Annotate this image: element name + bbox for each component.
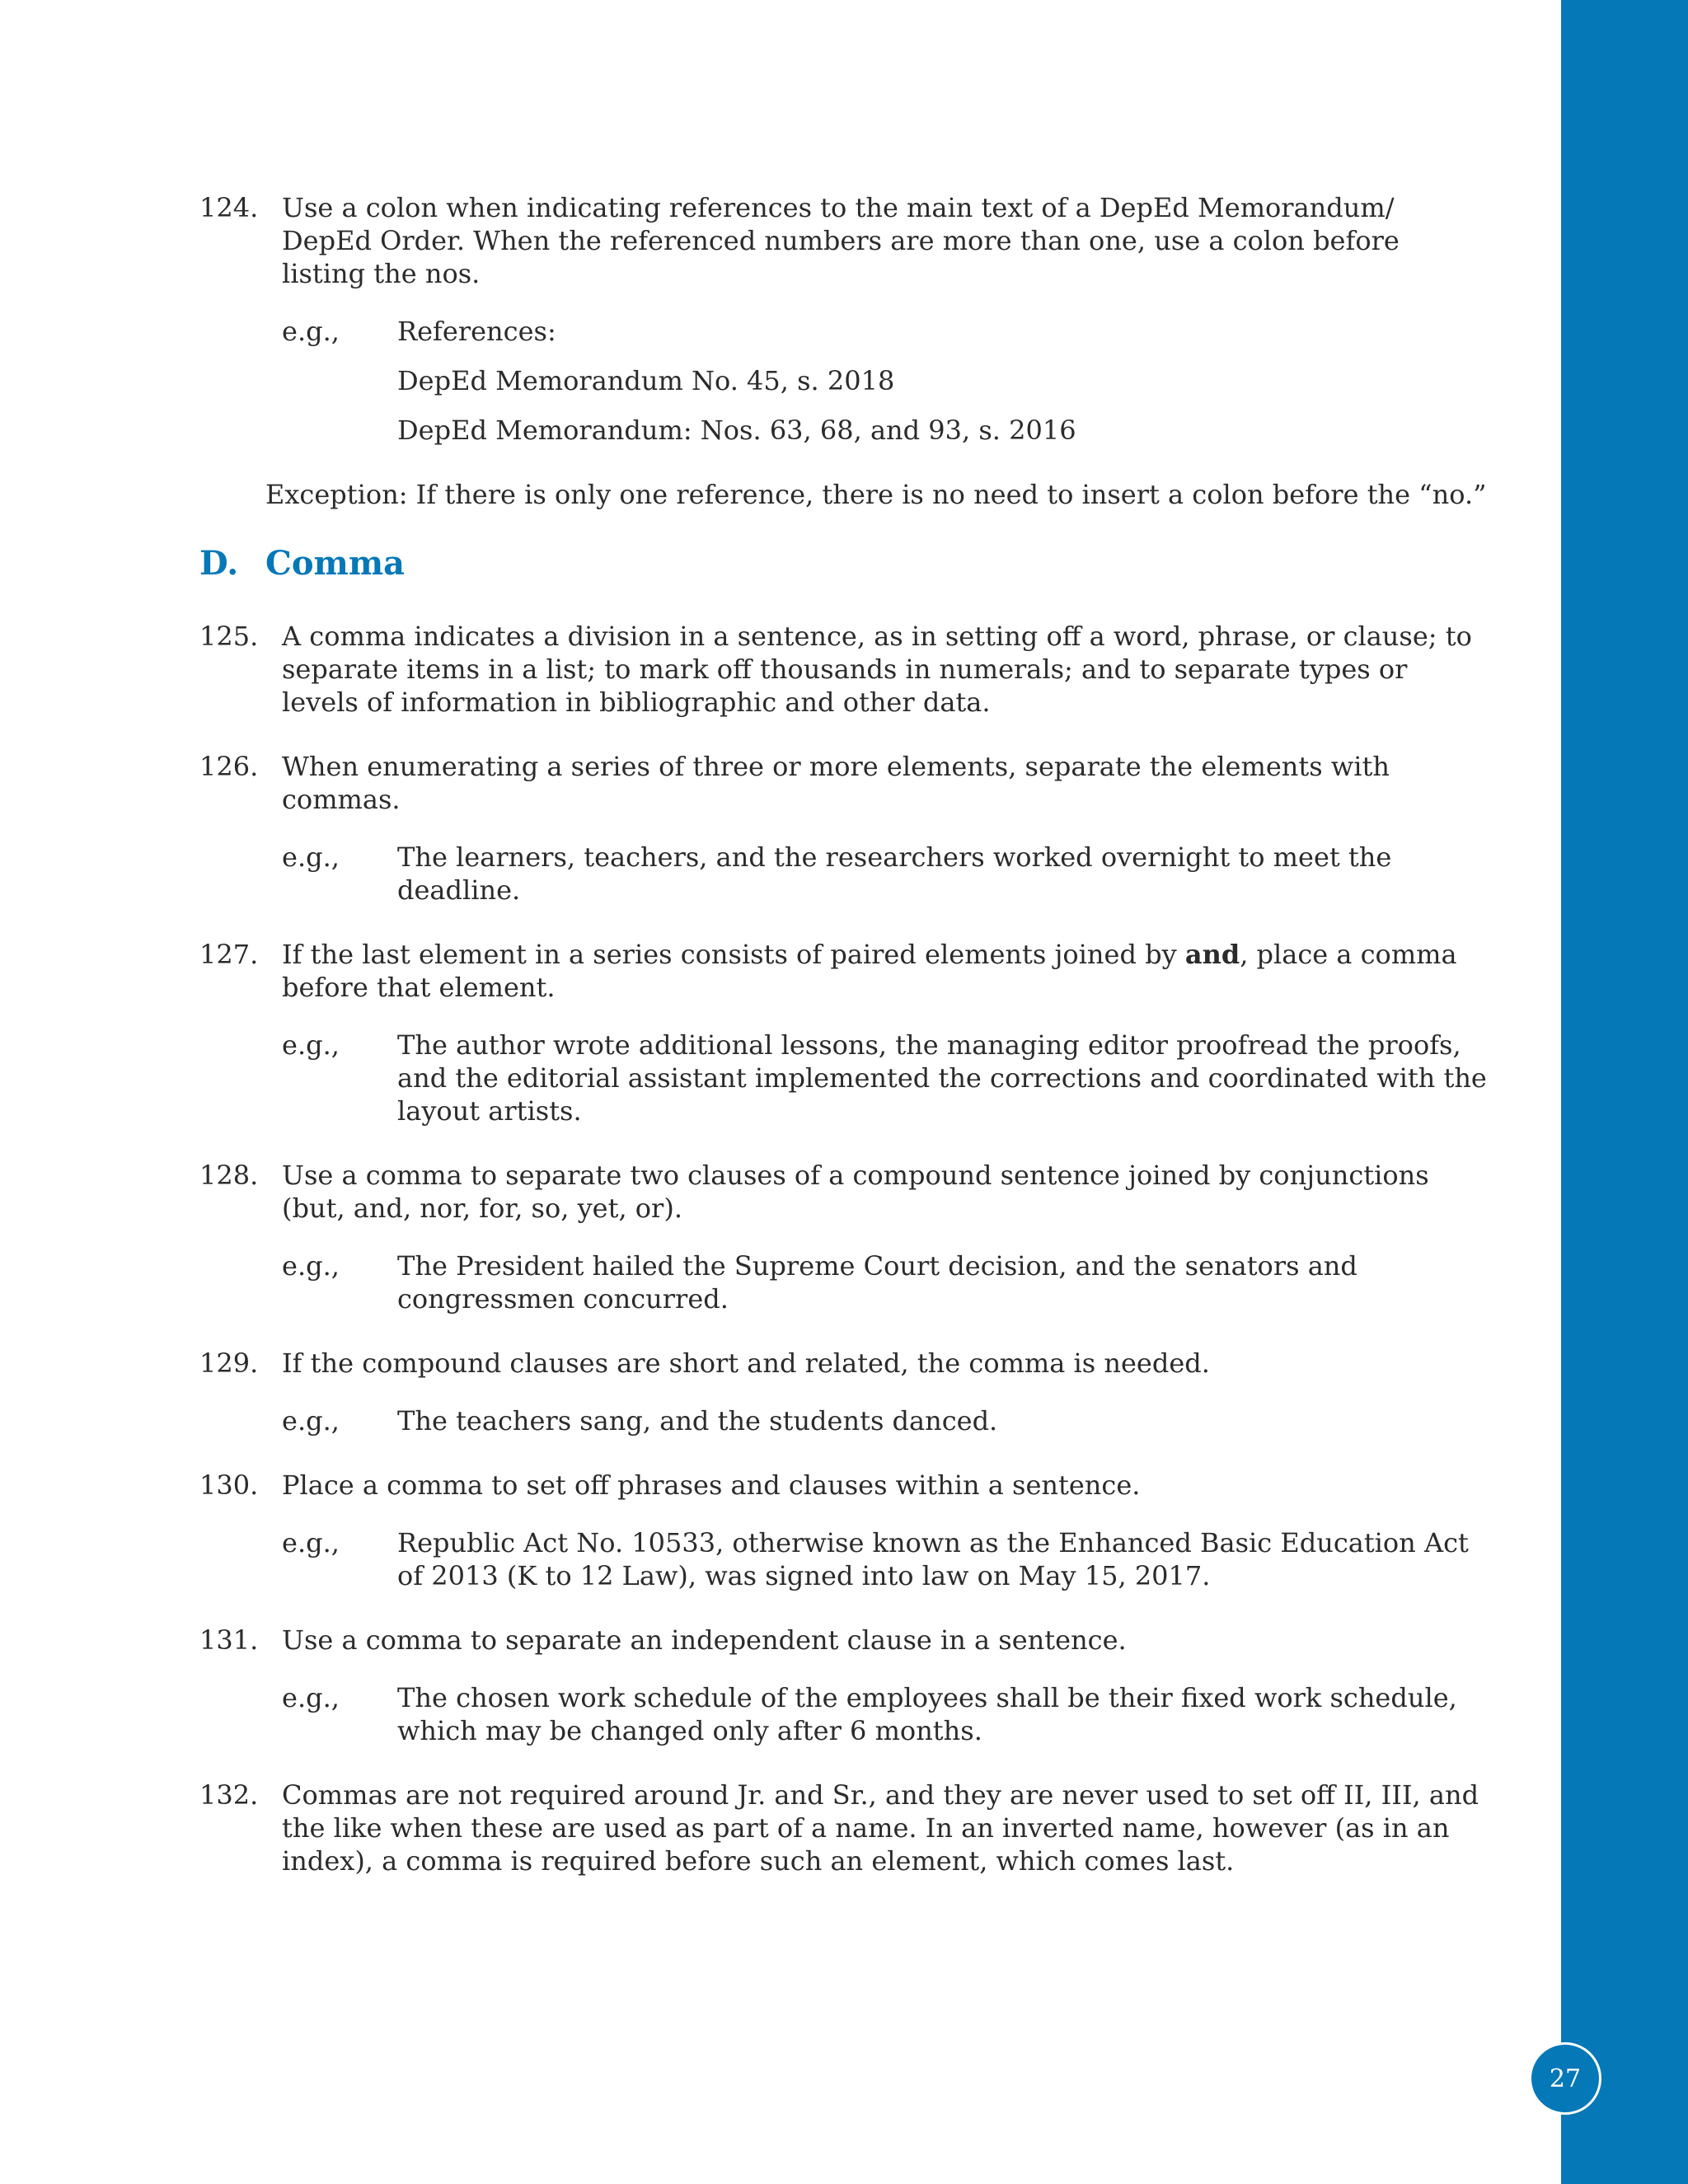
example-row [282,1681,1489,1747]
rule-text: Use a comma to separate an independent clause in a sentence. [282,1624,1127,1656]
reference-line-2: DepEd Memorandum: Nos. 63, 68, and 93, s. 2016 [397,415,1076,446]
rule-text: Use a comma to separate two clauses of a compound sentence joined by conjunctions (but, and, nor, for, so, yet, or). [282,1160,1429,1224]
rule-128-example [199,1249,1489,1315]
rule-text: When enumerating a series of three or more elements, separate the elements with commas. [282,751,1390,815]
rule-text: If the compound clauses are short and related, the comma is needed. [282,1347,1210,1379]
rule-number: 126. [199,751,259,782]
rule-127 [199,938,1489,1004]
eg-label: e.g., [282,1029,340,1061]
exception-note: Exception: If there is only one reference, there is no need to insert a colon before the “no.” [265,479,1487,510]
eg-label: e.g., [282,841,340,873]
rule-129 [199,1347,1489,1380]
rule-131-example [199,1681,1489,1747]
rule-text: Place a comma to set off phrases and clauses within a sentence. [282,1469,1141,1501]
example-row [282,1526,1489,1592]
example-row [282,1404,1489,1437]
rule-126-example [199,841,1489,907]
example-text: The author wrote additional lessons, the managing editor proofread the proofs, and the editorial assistant implemented the corrections and coordinated with the layout artists. [397,1029,1487,1127]
rule-text [282,938,1489,1004]
rule-125 [199,620,1489,719]
example-text: The chosen work schedule of the employees shall be their fixed work schedule, which may be changed only after 6 months. [397,1682,1457,1746]
example-text: Republic Act No. 10533, otherwise known as the Enhanced Basic Education Act of 2013 (K to 12 Law), was signed into law on May 15, 2017. [397,1527,1469,1591]
rule-130-example [199,1526,1489,1592]
example-row [282,841,1489,907]
page-content [199,191,1489,1909]
rule-number: 128. [199,1160,259,1191]
example-text: The teachers sang, and the students danced. [397,1405,998,1436]
eg-label: e.g., [282,1405,340,1436]
rule-text: A comma indicates a division in a sentence, as in setting off a word, phrase, or clause; to separate items in a list; to mark off thousands in numerals; and to separate types or levels of information in bibliographic and other data. [282,621,1472,718]
example-row [282,1029,1489,1127]
rule-number: 129. [199,1347,259,1379]
rule-124 [199,191,1489,290]
example-row [282,1249,1489,1315]
rule-127-example [199,1029,1489,1127]
side-color-bar [1561,0,1688,2184]
rule-number: 127. [199,939,259,970]
rule-number: 125. [199,621,259,652]
rule-131 [199,1624,1489,1657]
rule-number: 124. [199,192,259,223]
references-label: References: [397,316,556,347]
page-number-badge: 27 [1529,2042,1601,2115]
section-heading [199,544,1489,583]
eg-label: e.g., [282,1682,340,1713]
rule-text: Commas are not required around Jr. and Sr., and they are never used to set off II, III, and the like when these are used as part of a name. In an inverted name, however (as in an index), a comma is required before such an element, which comes last. [282,1779,1479,1877]
bold-word: and [1184,939,1240,970]
rule-124-example [199,315,1489,447]
rule-126 [199,750,1489,816]
rule-text-part: , place a comma before that element. [282,939,1457,1003]
reference-line-1: DepEd Memorandum No. 45, s. 2018 [397,365,895,396]
example-row [282,315,1489,348]
rule-132 [199,1779,1489,1877]
example-text: The President hailed the Supreme Court decision, and the senators and congressmen concurred. [397,1250,1357,1315]
rule-129-example [199,1404,1489,1437]
rule-number: 131. [199,1624,259,1656]
section-letter: D. [199,544,239,583]
eg-label: e.g., [282,1527,340,1558]
rule-text: Use a colon when indicating references to the main text of a DepEd Memorandum/ DepEd Order. When the referenced numbers are more than one, use a colon before listing the nos. [282,192,1400,289]
example-text: The learners, teachers, and the researchers worked overnight to meet the deadline. [397,841,1392,906]
rule-number: 132. [199,1779,259,1811]
rule-number: 130. [199,1469,259,1501]
rule-128 [199,1159,1489,1225]
rule-130 [199,1469,1489,1502]
section-title: Comma [265,544,406,583]
eg-label: e.g., [282,1250,340,1282]
eg-label: e.g., [282,316,340,347]
rule-text-part: If the last element in a series consists of paired elements joined by [282,939,1185,970]
